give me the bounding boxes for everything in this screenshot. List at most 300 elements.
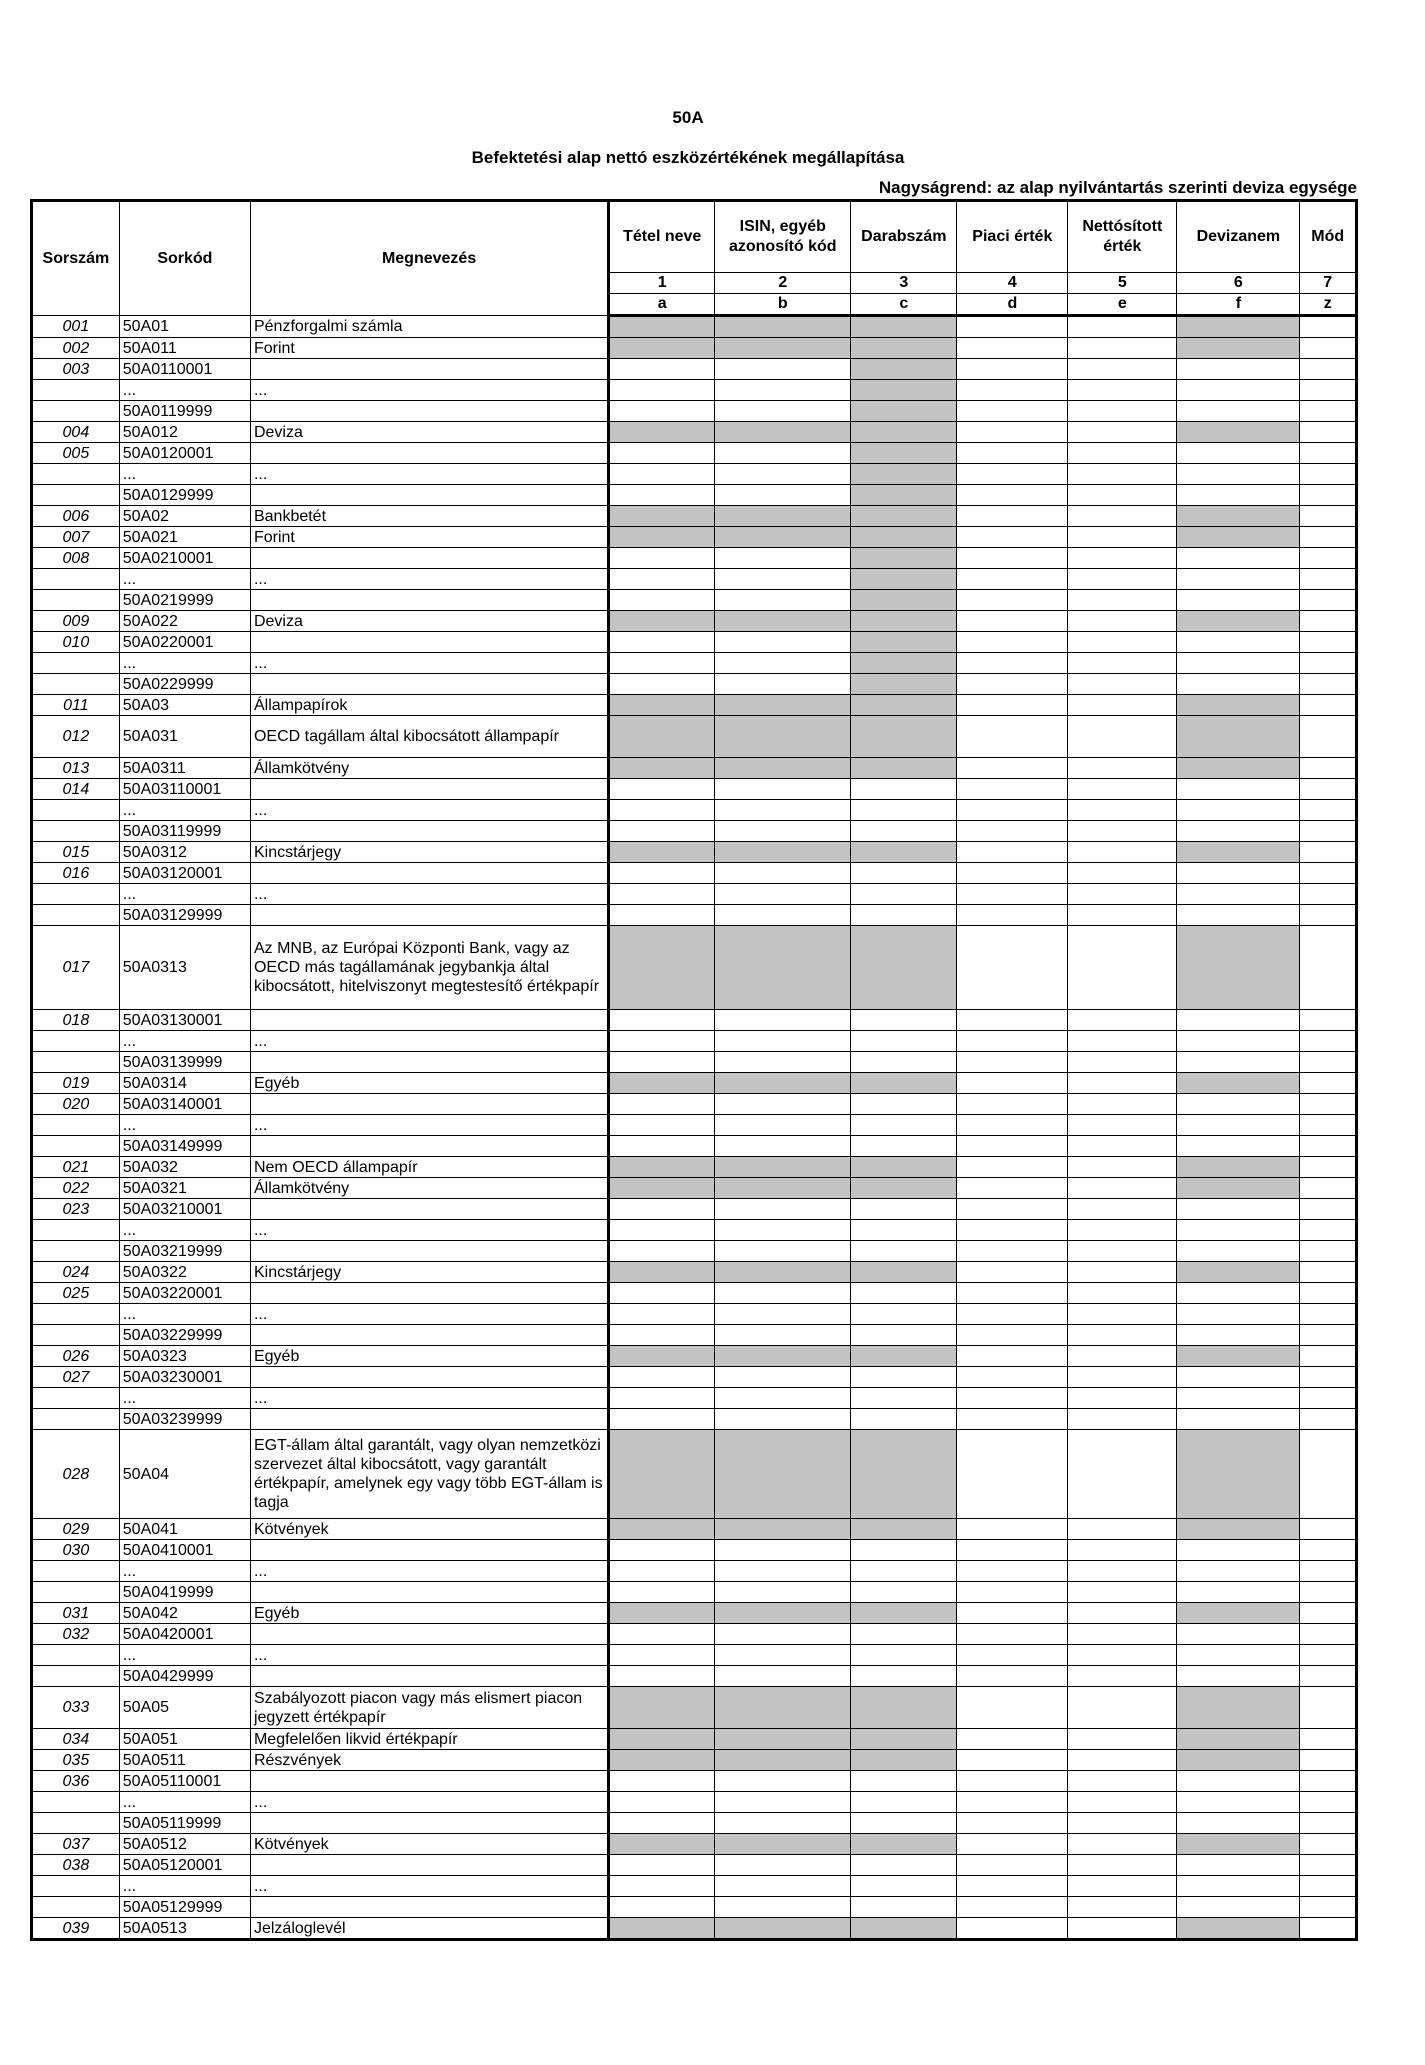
cell-col-d[interactable] (957, 1220, 1068, 1241)
cell-col-c[interactable] (851, 1136, 957, 1157)
cell-col-b[interactable] (715, 569, 851, 590)
cell-col-d[interactable] (957, 338, 1068, 359)
cell-col-d[interactable] (957, 485, 1068, 506)
cell-col-e[interactable] (1068, 1073, 1177, 1094)
cell-col-d[interactable] (957, 1094, 1068, 1115)
cell-col-e[interactable] (1068, 632, 1177, 653)
cell-col-d[interactable] (957, 1052, 1068, 1073)
cell-col-e[interactable] (1068, 1346, 1177, 1367)
cell-col-d[interactable] (957, 1199, 1068, 1220)
cell-col-a[interactable] (609, 653, 715, 674)
cell-col-z[interactable] (1300, 316, 1357, 338)
cell-col-b[interactable] (715, 632, 851, 653)
cell-col-d[interactable] (957, 842, 1068, 863)
cell-col-b[interactable] (715, 1136, 851, 1157)
cell-col-z[interactable] (1300, 1582, 1357, 1603)
cell-col-d[interactable] (957, 1178, 1068, 1199)
cell-col-z[interactable] (1300, 1157, 1357, 1178)
cell-col-z[interactable] (1300, 779, 1357, 800)
cell-col-b[interactable] (715, 800, 851, 821)
cell-col-f[interactable] (1177, 1409, 1300, 1430)
cell-col-e[interactable] (1068, 1918, 1177, 1940)
cell-col-z[interactable] (1300, 1540, 1357, 1561)
cell-col-b[interactable] (715, 1241, 851, 1262)
cell-col-f[interactable] (1177, 1771, 1300, 1792)
cell-col-e[interactable] (1068, 779, 1177, 800)
cell-col-f[interactable] (1177, 1115, 1300, 1136)
cell-col-b[interactable] (715, 1645, 851, 1666)
cell-col-a[interactable] (609, 1897, 715, 1918)
cell-col-a[interactable] (609, 1010, 715, 1031)
cell-col-c[interactable] (851, 821, 957, 842)
cell-col-b[interactable] (715, 1220, 851, 1241)
cell-col-f[interactable] (1177, 1876, 1300, 1897)
cell-col-a[interactable] (609, 1540, 715, 1561)
cell-col-d[interactable] (957, 1624, 1068, 1645)
cell-col-b[interactable] (715, 1813, 851, 1834)
cell-col-e[interactable] (1068, 1540, 1177, 1561)
cell-col-z[interactable] (1300, 359, 1357, 380)
cell-col-f[interactable] (1177, 1582, 1300, 1603)
cell-col-a[interactable] (609, 1409, 715, 1430)
cell-col-b[interactable] (715, 485, 851, 506)
cell-col-e[interactable] (1068, 1304, 1177, 1325)
cell-col-b[interactable] (715, 653, 851, 674)
cell-col-a[interactable] (609, 1855, 715, 1876)
cell-col-c[interactable] (851, 884, 957, 905)
cell-col-z[interactable] (1300, 1052, 1357, 1073)
cell-col-d[interactable] (957, 1325, 1068, 1346)
cell-col-d[interactable] (957, 1409, 1068, 1430)
cell-col-z[interactable] (1300, 716, 1357, 758)
cell-col-e[interactable] (1068, 1178, 1177, 1199)
cell-col-b[interactable] (715, 1855, 851, 1876)
cell-col-z[interactable] (1300, 1325, 1357, 1346)
cell-col-d[interactable] (957, 1582, 1068, 1603)
cell-col-e[interactable] (1068, 653, 1177, 674)
cell-col-e[interactable] (1068, 401, 1177, 422)
cell-col-a[interactable] (609, 1666, 715, 1687)
cell-col-z[interactable] (1300, 1603, 1357, 1624)
cell-col-d[interactable] (957, 1729, 1068, 1750)
cell-col-a[interactable] (609, 1771, 715, 1792)
cell-col-a[interactable] (609, 1876, 715, 1897)
cell-col-d[interactable] (957, 779, 1068, 800)
cell-col-e[interactable] (1068, 316, 1177, 338)
cell-col-z[interactable] (1300, 1178, 1357, 1199)
cell-col-z[interactable] (1300, 1792, 1357, 1813)
cell-col-f[interactable] (1177, 1367, 1300, 1388)
cell-col-z[interactable] (1300, 1115, 1357, 1136)
cell-col-z[interactable] (1300, 1561, 1357, 1582)
cell-col-f[interactable] (1177, 1561, 1300, 1582)
cell-col-d[interactable] (957, 1388, 1068, 1409)
cell-col-c[interactable] (851, 1897, 957, 1918)
cell-col-a[interactable] (609, 779, 715, 800)
cell-col-b[interactable] (715, 1094, 851, 1115)
cell-col-c[interactable] (851, 1052, 957, 1073)
cell-col-z[interactable] (1300, 1750, 1357, 1771)
cell-col-d[interactable] (957, 1540, 1068, 1561)
cell-col-a[interactable] (609, 1624, 715, 1645)
cell-col-z[interactable] (1300, 485, 1357, 506)
cell-col-b[interactable] (715, 1582, 851, 1603)
cell-col-e[interactable] (1068, 800, 1177, 821)
cell-col-d[interactable] (957, 1430, 1068, 1519)
cell-col-e[interactable] (1068, 1367, 1177, 1388)
cell-col-e[interactable] (1068, 926, 1177, 1010)
cell-col-z[interactable] (1300, 1094, 1357, 1115)
cell-col-b[interactable] (715, 674, 851, 695)
cell-col-z[interactable] (1300, 464, 1357, 485)
cell-col-d[interactable] (957, 506, 1068, 527)
cell-col-d[interactable] (957, 1115, 1068, 1136)
cell-col-f[interactable] (1177, 1136, 1300, 1157)
cell-col-d[interactable] (957, 1241, 1068, 1262)
cell-col-z[interactable] (1300, 590, 1357, 611)
cell-col-e[interactable] (1068, 1813, 1177, 1834)
cell-col-b[interactable] (715, 1540, 851, 1561)
cell-col-b[interactable] (715, 443, 851, 464)
cell-col-a[interactable] (609, 674, 715, 695)
cell-col-f[interactable] (1177, 1010, 1300, 1031)
cell-col-b[interactable] (715, 1561, 851, 1582)
cell-col-z[interactable] (1300, 695, 1357, 716)
cell-col-z[interactable] (1300, 800, 1357, 821)
cell-col-z[interactable] (1300, 1241, 1357, 1262)
cell-col-z[interactable] (1300, 1645, 1357, 1666)
cell-col-e[interactable] (1068, 1729, 1177, 1750)
cell-col-e[interactable] (1068, 695, 1177, 716)
cell-col-e[interactable] (1068, 569, 1177, 590)
cell-col-d[interactable] (957, 926, 1068, 1010)
cell-col-d[interactable] (957, 1645, 1068, 1666)
cell-col-d[interactable] (957, 1687, 1068, 1729)
cell-col-f[interactable] (1177, 884, 1300, 905)
cell-col-a[interactable] (609, 485, 715, 506)
cell-col-d[interactable] (957, 1519, 1068, 1540)
cell-col-z[interactable] (1300, 422, 1357, 443)
cell-col-d[interactable] (957, 569, 1068, 590)
cell-col-d[interactable] (957, 884, 1068, 905)
cell-col-e[interactable] (1068, 527, 1177, 548)
cell-col-e[interactable] (1068, 1834, 1177, 1855)
cell-col-e[interactable] (1068, 1687, 1177, 1729)
cell-col-c[interactable] (851, 1283, 957, 1304)
cell-col-e[interactable] (1068, 464, 1177, 485)
cell-col-z[interactable] (1300, 1729, 1357, 1750)
cell-col-c[interactable] (851, 1199, 957, 1220)
cell-col-c[interactable] (851, 1010, 957, 1031)
cell-col-e[interactable] (1068, 1582, 1177, 1603)
cell-col-b[interactable] (715, 821, 851, 842)
cell-col-c[interactable] (851, 1388, 957, 1409)
cell-col-d[interactable] (957, 1876, 1068, 1897)
cell-col-e[interactable] (1068, 1241, 1177, 1262)
cell-col-c[interactable] (851, 1304, 957, 1325)
cell-col-d[interactable] (957, 401, 1068, 422)
cell-col-d[interactable] (957, 821, 1068, 842)
cell-col-b[interactable] (715, 779, 851, 800)
cell-col-c[interactable] (851, 1325, 957, 1346)
cell-col-f[interactable] (1177, 1645, 1300, 1666)
cell-col-e[interactable] (1068, 1325, 1177, 1346)
cell-col-c[interactable] (851, 779, 957, 800)
cell-col-d[interactable] (957, 443, 1068, 464)
cell-col-d[interactable] (957, 1792, 1068, 1813)
cell-col-d[interactable] (957, 527, 1068, 548)
cell-col-f[interactable] (1177, 1666, 1300, 1687)
cell-col-z[interactable] (1300, 1031, 1357, 1052)
cell-col-d[interactable] (957, 653, 1068, 674)
cell-col-d[interactable] (957, 1666, 1068, 1687)
cell-col-z[interactable] (1300, 884, 1357, 905)
cell-col-b[interactable] (715, 1283, 851, 1304)
cell-col-z[interactable] (1300, 1855, 1357, 1876)
cell-col-z[interactable] (1300, 380, 1357, 401)
cell-col-a[interactable] (609, 569, 715, 590)
cell-col-b[interactable] (715, 1199, 851, 1220)
cell-col-z[interactable] (1300, 1430, 1357, 1519)
cell-col-z[interactable] (1300, 1918, 1357, 1940)
cell-col-b[interactable] (715, 1010, 851, 1031)
cell-col-d[interactable] (957, 1771, 1068, 1792)
cell-col-b[interactable] (715, 863, 851, 884)
cell-col-d[interactable] (957, 674, 1068, 695)
cell-col-c[interactable] (851, 1645, 957, 1666)
cell-col-f[interactable] (1177, 632, 1300, 653)
cell-col-z[interactable] (1300, 1388, 1357, 1409)
cell-col-z[interactable] (1300, 338, 1357, 359)
cell-col-e[interactable] (1068, 380, 1177, 401)
cell-col-e[interactable] (1068, 821, 1177, 842)
cell-col-d[interactable] (957, 548, 1068, 569)
cell-col-e[interactable] (1068, 1430, 1177, 1519)
cell-col-d[interactable] (957, 716, 1068, 758)
cell-col-e[interactable] (1068, 1388, 1177, 1409)
cell-col-f[interactable] (1177, 1897, 1300, 1918)
cell-col-f[interactable] (1177, 1792, 1300, 1813)
cell-col-z[interactable] (1300, 1519, 1357, 1540)
cell-col-z[interactable] (1300, 569, 1357, 590)
cell-col-a[interactable] (609, 1813, 715, 1834)
cell-col-e[interactable] (1068, 485, 1177, 506)
cell-col-b[interactable] (715, 1388, 851, 1409)
cell-col-d[interactable] (957, 590, 1068, 611)
cell-col-c[interactable] (851, 1813, 957, 1834)
cell-col-e[interactable] (1068, 1603, 1177, 1624)
cell-col-c[interactable] (851, 1876, 957, 1897)
cell-col-e[interactable] (1068, 1624, 1177, 1645)
cell-col-d[interactable] (957, 464, 1068, 485)
cell-col-e[interactable] (1068, 359, 1177, 380)
cell-col-f[interactable] (1177, 401, 1300, 422)
cell-col-z[interactable] (1300, 1813, 1357, 1834)
cell-col-f[interactable] (1177, 905, 1300, 926)
cell-col-b[interactable] (715, 590, 851, 611)
cell-col-a[interactable] (609, 590, 715, 611)
cell-col-f[interactable] (1177, 548, 1300, 569)
cell-col-f[interactable] (1177, 1813, 1300, 1834)
cell-col-a[interactable] (609, 1304, 715, 1325)
cell-col-c[interactable] (851, 1220, 957, 1241)
cell-col-z[interactable] (1300, 632, 1357, 653)
cell-col-d[interactable] (957, 1073, 1068, 1094)
cell-col-e[interactable] (1068, 674, 1177, 695)
cell-col-b[interactable] (715, 1031, 851, 1052)
cell-col-e[interactable] (1068, 1897, 1177, 1918)
cell-col-a[interactable] (609, 1220, 715, 1241)
cell-col-a[interactable] (609, 1325, 715, 1346)
cell-col-f[interactable] (1177, 590, 1300, 611)
cell-col-c[interactable] (851, 905, 957, 926)
cell-col-a[interactable] (609, 1115, 715, 1136)
cell-col-c[interactable] (851, 1094, 957, 1115)
cell-col-z[interactable] (1300, 1666, 1357, 1687)
cell-col-e[interactable] (1068, 1220, 1177, 1241)
cell-col-e[interactable] (1068, 905, 1177, 926)
cell-col-c[interactable] (851, 1367, 957, 1388)
cell-col-z[interactable] (1300, 1771, 1357, 1792)
cell-col-d[interactable] (957, 1010, 1068, 1031)
cell-col-f[interactable] (1177, 485, 1300, 506)
cell-col-e[interactable] (1068, 1666, 1177, 1687)
cell-col-e[interactable] (1068, 548, 1177, 569)
cell-col-d[interactable] (957, 800, 1068, 821)
cell-col-a[interactable] (609, 1136, 715, 1157)
cell-col-c[interactable] (851, 1561, 957, 1582)
cell-col-e[interactable] (1068, 590, 1177, 611)
cell-col-z[interactable] (1300, 842, 1357, 863)
cell-col-b[interactable] (715, 905, 851, 926)
cell-col-e[interactable] (1068, 1750, 1177, 1771)
cell-col-e[interactable] (1068, 611, 1177, 632)
cell-col-e[interactable] (1068, 758, 1177, 779)
cell-col-c[interactable] (851, 1241, 957, 1262)
cell-col-z[interactable] (1300, 1220, 1357, 1241)
cell-col-f[interactable] (1177, 800, 1300, 821)
cell-col-z[interactable] (1300, 1409, 1357, 1430)
cell-col-z[interactable] (1300, 1346, 1357, 1367)
cell-col-c[interactable] (851, 800, 957, 821)
cell-col-a[interactable] (609, 401, 715, 422)
cell-col-a[interactable] (609, 632, 715, 653)
cell-col-c[interactable] (851, 1031, 957, 1052)
cell-col-e[interactable] (1068, 1262, 1177, 1283)
cell-col-f[interactable] (1177, 653, 1300, 674)
cell-col-a[interactable] (609, 380, 715, 401)
cell-col-d[interactable] (957, 1855, 1068, 1876)
cell-col-a[interactable] (609, 548, 715, 569)
cell-col-z[interactable] (1300, 1010, 1357, 1031)
cell-col-z[interactable] (1300, 1304, 1357, 1325)
cell-col-f[interactable] (1177, 359, 1300, 380)
cell-col-a[interactable] (609, 1645, 715, 1666)
cell-col-a[interactable] (609, 443, 715, 464)
cell-col-z[interactable] (1300, 527, 1357, 548)
cell-col-f[interactable] (1177, 1220, 1300, 1241)
cell-col-b[interactable] (715, 1876, 851, 1897)
cell-col-d[interactable] (957, 1304, 1068, 1325)
cell-col-f[interactable] (1177, 863, 1300, 884)
cell-col-b[interactable] (715, 1771, 851, 1792)
cell-col-c[interactable] (851, 1855, 957, 1876)
cell-col-d[interactable] (957, 422, 1068, 443)
cell-col-f[interactable] (1177, 1199, 1300, 1220)
cell-col-e[interactable] (1068, 1094, 1177, 1115)
cell-col-d[interactable] (957, 316, 1068, 338)
cell-col-d[interactable] (957, 1561, 1068, 1582)
cell-col-a[interactable] (609, 1199, 715, 1220)
cell-col-f[interactable] (1177, 821, 1300, 842)
cell-col-f[interactable] (1177, 569, 1300, 590)
cell-col-z[interactable] (1300, 758, 1357, 779)
cell-col-e[interactable] (1068, 443, 1177, 464)
cell-col-z[interactable] (1300, 821, 1357, 842)
cell-col-a[interactable] (609, 884, 715, 905)
cell-col-f[interactable] (1177, 1052, 1300, 1073)
cell-col-a[interactable] (609, 821, 715, 842)
cell-col-e[interactable] (1068, 1052, 1177, 1073)
cell-col-z[interactable] (1300, 1897, 1357, 1918)
cell-col-z[interactable] (1300, 653, 1357, 674)
cell-col-e[interactable] (1068, 884, 1177, 905)
cell-col-b[interactable] (715, 548, 851, 569)
cell-col-f[interactable] (1177, 1283, 1300, 1304)
cell-col-d[interactable] (957, 632, 1068, 653)
cell-col-b[interactable] (715, 1325, 851, 1346)
cell-col-b[interactable] (715, 359, 851, 380)
cell-col-e[interactable] (1068, 1010, 1177, 1031)
cell-col-a[interactable] (609, 1367, 715, 1388)
cell-col-b[interactable] (715, 1792, 851, 1813)
cell-col-b[interactable] (715, 1367, 851, 1388)
cell-col-c[interactable] (851, 1540, 957, 1561)
cell-col-a[interactable] (609, 359, 715, 380)
cell-col-e[interactable] (1068, 1409, 1177, 1430)
cell-col-e[interactable] (1068, 1519, 1177, 1540)
cell-col-d[interactable] (957, 1813, 1068, 1834)
cell-col-d[interactable] (957, 1136, 1068, 1157)
cell-col-z[interactable] (1300, 674, 1357, 695)
cell-col-d[interactable] (957, 1346, 1068, 1367)
cell-col-d[interactable] (957, 1262, 1068, 1283)
cell-col-e[interactable] (1068, 1115, 1177, 1136)
cell-col-a[interactable] (609, 1582, 715, 1603)
cell-col-z[interactable] (1300, 1136, 1357, 1157)
cell-col-e[interactable] (1068, 1199, 1177, 1220)
cell-col-e[interactable] (1068, 422, 1177, 443)
cell-col-f[interactable] (1177, 1540, 1300, 1561)
cell-col-f[interactable] (1177, 1304, 1300, 1325)
cell-col-b[interactable] (715, 464, 851, 485)
cell-col-z[interactable] (1300, 1876, 1357, 1897)
cell-col-z[interactable] (1300, 1262, 1357, 1283)
cell-col-f[interactable] (1177, 779, 1300, 800)
cell-col-e[interactable] (1068, 1771, 1177, 1792)
cell-col-z[interactable] (1300, 863, 1357, 884)
cell-col-e[interactable] (1068, 842, 1177, 863)
cell-col-e[interactable] (1068, 1876, 1177, 1897)
cell-col-f[interactable] (1177, 674, 1300, 695)
cell-col-f[interactable] (1177, 1388, 1300, 1409)
cell-col-b[interactable] (715, 884, 851, 905)
cell-col-d[interactable] (957, 1031, 1068, 1052)
cell-col-b[interactable] (715, 1115, 851, 1136)
cell-col-a[interactable] (609, 1388, 715, 1409)
cell-col-c[interactable] (851, 1792, 957, 1813)
cell-col-c[interactable] (851, 1409, 957, 1430)
